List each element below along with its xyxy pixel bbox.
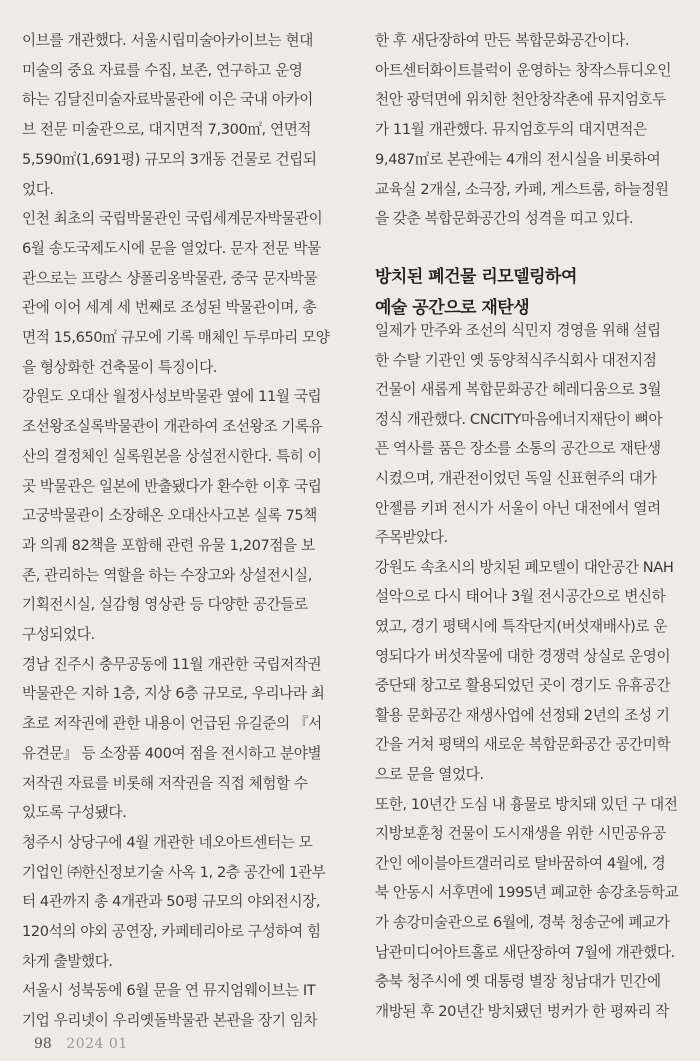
text-line: 남관미디어아트홀로 새단장하여 7월에 개관했다. (375, 943, 675, 961)
text-line: 존, 관리하는 역할을 하는 수장고와 상설전시실, (22, 566, 312, 584)
text-line: 강원도 오대산 월정사성보박물관 옆에 11월 국립 (22, 388, 322, 406)
text-line: 고궁박물관이 소장해온 오대산사고본 실록 75책 (22, 507, 317, 525)
text-line: 초로 저작권에 관한 내용이 언급된 유길준의 『서 (22, 715, 322, 733)
text-line: 관에 이어 세계 세 번째로 조성된 박물관이며, 총 (22, 299, 317, 317)
text-line: 경남 진주시 충무공동에 11월 개관한 국립저작권 (22, 655, 322, 673)
text-line: 과 의궤 82책을 포함해 관련 유물 1,207점을 보 (22, 536, 315, 554)
text-line: 산의 결정체인 실록원본을 상설전시한다. 특히 이 (22, 447, 322, 465)
text-line: 개방된 후 20년간 방치됐던 벙커가 한 평짜리 작 (375, 1002, 670, 1020)
text-line: 유견문』 등 소장품 400여 점을 전시하고 분야별 (22, 744, 322, 762)
text-line: 북 안동시 서후면에 1995년 폐교한 송강초등학교 (375, 884, 679, 902)
text-line: 있도록 구성됐다. (22, 804, 127, 822)
text-line: 브 전문 미술관으로, 대지면적 7,300㎡, 연면적 (22, 121, 312, 139)
text-line: 미술의 중요 자료를 수집, 보존, 연구하고 운영 (22, 61, 303, 79)
text-line: 교육실 2개실, 소극장, 카페, 게스트룸, 하늘정원 (375, 180, 669, 198)
text-line: 또한, 10년간 도심 내 흉물로 방치돼 있던 구 대전 (375, 795, 678, 813)
text-line: 면적 15,650㎡ 규모에 기록 매체인 두루마리 모양 (22, 329, 330, 346)
text-line: 었다. (22, 180, 54, 198)
text-line: 박물관은 지하 1층, 지상 6층 규모로, 우리나라 최 (22, 685, 325, 703)
text-line: 일제가 만주와 조선의 식민지 경영을 위해 설립 (375, 322, 661, 339)
text-line: 활용 문화공간 재생사업에 선정돼 2년의 조성 기 (375, 706, 670, 724)
text-line: 6월 송도국제도시에 문을 열었다. 문자 전문 박물 (22, 239, 321, 257)
text-line: 지방보훈청 건물이 도시재생을 위한 시민공유공 (375, 825, 666, 843)
text-line: 한 후 새단장하여 만든 복합문화공간이다. (375, 32, 630, 49)
section-heading: 방치된 폐건물 리모델링하여 (375, 267, 577, 287)
text-line: 가 11월 개관했다. 뮤지엄호두의 대지면적은 (375, 121, 647, 139)
text-line: 청주시 상당구에 4월 개관한 네오아트센터는 모 (22, 833, 313, 851)
text-line: 영되다가 버섯작물에 대한 경쟁력 상실로 운영이 (375, 647, 671, 665)
text-line: 저작권 자료를 비롯해 저작권을 직접 체험할 수 (22, 774, 308, 792)
section-heading: 예술 공간으로 재탄생 (375, 298, 530, 318)
text-line: 충북 청주시에 옛 대통령 별장 청남대가 민간에 (375, 973, 661, 991)
text-line: 기업인 ㈜한신정보기술 사옥 1, 2층 공간에 1관부 (22, 863, 326, 881)
text-line: 설악으로 다시 태어나 3월 전시공간으로 변신하 (375, 588, 666, 606)
text-line: 주목받았다. (375, 529, 448, 547)
text-line: 인천 최초의 국립박물관인 국립세계문자박물관이 (22, 210, 323, 228)
text-line: 시켰으며, 개관전이었던 독일 신표현주의 대가 (375, 470, 657, 487)
text-line: 기획전시실, 실감형 영상관 등 다양한 공간들로 (22, 596, 308, 614)
issue-label: 2024 01 (66, 1036, 128, 1052)
text-line: 간을 거쳐 평택의 새로운 복합문화공간 공간미학 (375, 736, 671, 754)
text-line: 구성되었다. (22, 626, 95, 643)
text-line: 으로 문을 열었다. (375, 766, 484, 783)
text-line: 5,590㎡(1,691평) 규모의 3개동 건물로 건립되 (22, 150, 317, 168)
text-line: 차게 출발했다. (22, 952, 113, 970)
page-footer (34, 1036, 128, 1052)
text-line: 정식 개관했다. CNCITY마음에너지재단이 뼈아 (375, 410, 663, 428)
text-line: 한 수탈 기관인 옛 동양척식주식회사 대전지점 (375, 351, 657, 369)
text-line: 9,487㎡로 본관에는 4개의 전시실을 비롯하여 (375, 150, 661, 168)
text-line: 건물이 새롭게 복합문화공간 헤레디움으로 3월 (375, 381, 662, 399)
text-line: 서울시 성북동에 6월 문을 연 뮤지엄웨이브는 IT (22, 982, 316, 1000)
page-number: 98 (34, 1036, 52, 1052)
text-line: 가 송강미술관으로 6월에, 경북 청송군에 폐교가 (375, 914, 670, 931)
text-line: 간인 에이블아트갤러리로 탈바꿈하여 4월에, 경 (375, 854, 666, 872)
text-line: 터 4관까지 총 4개관과 50평 규모의 야외전시장, (22, 893, 321, 911)
text-line: 하는 김달진미술자료박물관에 이은 국내 아카이 (22, 91, 313, 109)
text-line: 이브를 개관했다. 서울시립미술아카이브는 현대 (22, 32, 313, 49)
text-line: 안젤름 키퍼 전시가 서울이 아닌 대전에서 열려 (375, 499, 661, 517)
text-line: 중단돼 창고로 활용되었던 곳이 경기도 유휴공간 (375, 677, 671, 695)
text-line: 120석의 야외 공연장, 카페테리아로 구성하여 힘 (22, 923, 321, 940)
text-line: 천안 광덕면에 위치한 천안창작촌에 뮤지엄호두 (375, 91, 666, 109)
text-line: 아트센터화이트블럭이 운영하는 창작스튜디오인 (375, 61, 672, 79)
text-line: 을 갖춘 복합문화공간의 성격을 띠고 있다. (375, 210, 634, 228)
text-line: 을 형상화한 건축물이 특징이다. (22, 358, 218, 376)
text-line: 곳 박물관은 일본에 반출됐다가 환수한 이후 국립 (22, 477, 322, 495)
text-line: 였고, 경기 평택시에 특작단지(버섯재배사)로 운 (375, 618, 668, 635)
text-line: 관으로는 프랑스 샹폴리옹박물관, 중국 문자박물 (22, 269, 318, 287)
text-line: 기업 우리넷이 우리옛돌박물관 본관을 장기 임차 (22, 1012, 318, 1030)
text-line: 조선왕조실록박물관이 개관하여 조선왕조 기록유 (22, 418, 323, 436)
text-line: 픈 역사를 품은 장소를 소통의 공간으로 재탄생 (375, 440, 661, 458)
text-line: 강원도 속초시의 방치된 폐모텔이 대안공간 NAH (375, 558, 674, 576)
